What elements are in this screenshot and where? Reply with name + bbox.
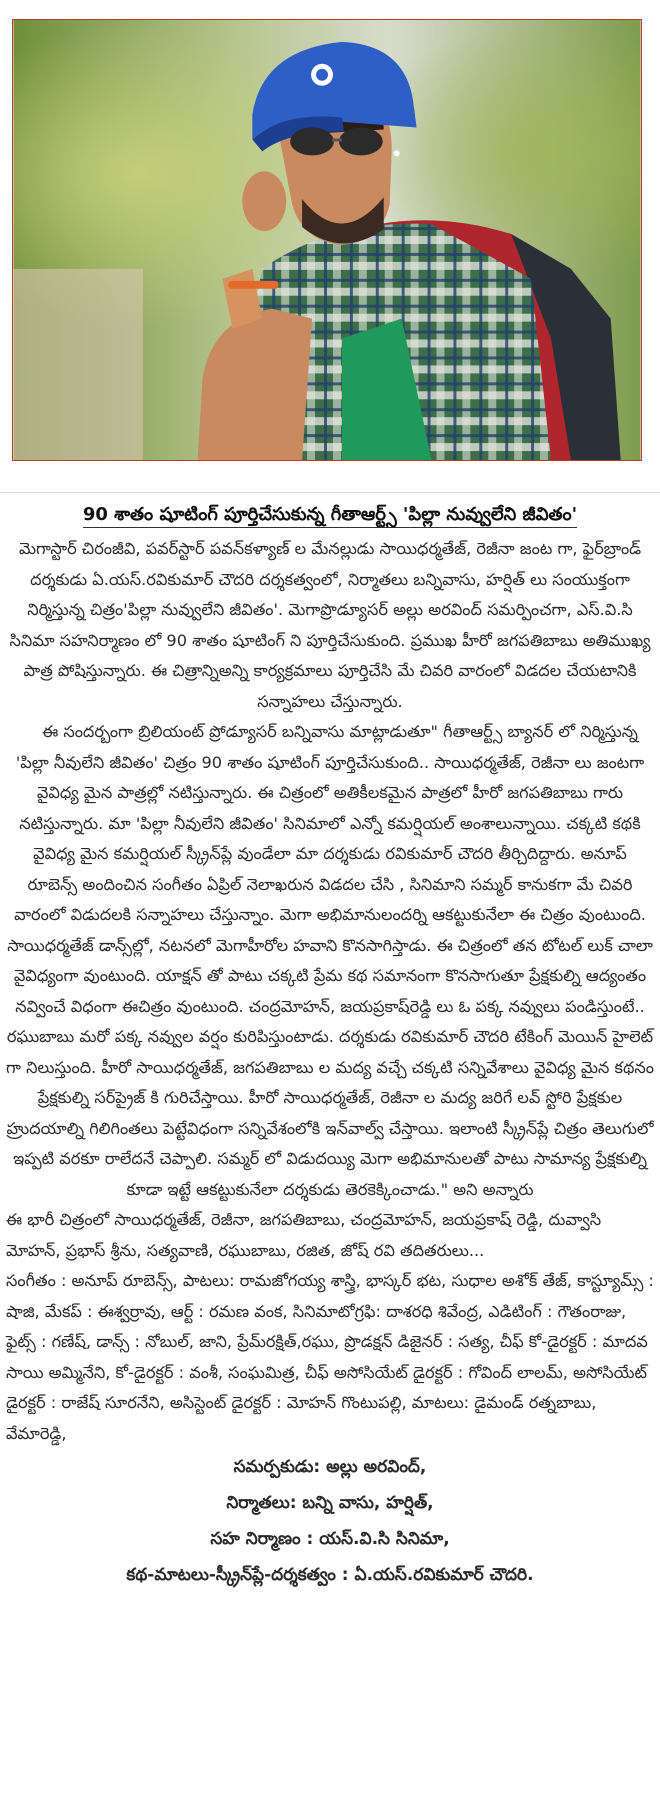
technical-credits: సంగీతం : అనూప్ రూబెన్స్, పాటలు: రామజోగయ్య శాస్త్రి, భాస్కర్ భట, సుధాల అశోక్ తేజ్, కాస్ట్యూమ్స్ : షాజి, మేకప్ : ఈశ్వర్రావు, ఆర్ట్ : రమణ వంక, సినిమాటోగ్రఫి: దాశరధి శివేంద్ర, ఎడిటింగ్ : గౌతంరాజు, ఫైట్స్ : గణేష్, డాన్స్ : నోబుల్, జాని, ప్రేమ్‌రక్షిత్,రఘు, ప్రొడక్షన్ డిజైనర్ : సత్య, చీఫ్ కో-డైరక్టర్ : మాదవ సాయి అమ్మినేని, కో-డైరక్టర్ : వంశీ, సంఘమిత్ర, చీఫ్ అసోసియేట్ డైరక్టర్ : గోవింద్ లాలమ్, అసోసియేట్ డైరక్టర్ : రాజేష్ సూరనేని, అసిస్టెంట్ డైరక్టర్ : మోహన్ గొంటుపల్లి, మాటలు: డైమండ్ రత్నబాబు, వేమారెడ్డి, (6, 1271, 654, 1443)
paragraph-producer-quote: ఈ సందర్బంగా బ్రిలియంట్ ప్రోడ్యూసర్ బన్నివాసు మాట్లాడుతూ" గీతాఆర్ట్స్ బ్యానర్ లో నిర్మిస్తున్న 'పిల్లా నీవులేని జీవితం' చిత్రం 90 శాతం షూటింగ్ పూర్తిచేసుకుంది.. సాయిధర్మతేజ్, రెజీనా లు జంటగా వైవిధ్య మైన పాత్రల్లో నటిస్తున్నారు. ఈ చిత్రంలో అతికీలకమైన పాత్రలో హీరో జగపతిబాబు గారు నటిస్తున్నారు. మా 'పిల్లా నీవులేని జీవితం' సినిమాలో ఎన్నో కమర్షియల్ అంశాలున్నాయి. చక్కటి కథకి వైవిధ్య మైన కమర్షియల్ స్క్రీన్‌ప్లే వుండేలా మా దర్శకుడు రవికుమార్ చౌదరి తీర్చిదిద్దారు. అనూప్ రూబెన్స్ అందించిన సంగీతం ఏప్రిల్ నెలాఖరున విడదల చేసి , సినిమాని సమ్మర్ కానుకగా మే చివరి వారంలో విడుదలకి సన్నాహలు చేస్తున్నాం. మెగా అభిమానులందర్ని ఆకట్టుకునేలా ఈ చిత్రం వుంటుంది. సాయిధర్మతేజ్ డాన్స్‌ల్లో, నటనలో మెగాహీరోల హవాని కొనసాగిస్తాడు. ఈ చిత్రంలో తన టోటల్ లుక్ చాలా వైవిధ్యంగా వుంటుంది. యాక్షన్ తో పాటు చక్కటి ప్రేమ కథ సమానంగా కొనసాగుతూ ప్రేక్షకుల్ని ఆద్యంతం నవ్వించే విధంగా ఈచిత్రం వుంటుంది. చంద్రమోహన్, జయప్రకాష్‌రెడ్డి లు ఓ పక్క నవ్వులు పండిస్తుంటే.. రఘుబాబు మరో పక్క నవ్వుల వర్షం కురిపిస్తుంటాడు. దర్శకుడు రవికుమార్ చౌదరి టేకింగ్ మెయిన్ హైలెట్ గా నిలుస్తుంది. హీరో సాయిధర్మతేజ్, జగపతిబాబు ల మద్య వచ్చే చక్కటి సన్నివేశాలు వైవిధ్య మైన కథనం ప్రేక్షకుల్ని సర్‌ప్రైజ్ కి గురిచేస్తాయి. హీరో సాయిధర్మతేజ్, రెజీనా ల మద్య జరిగే లవ్ స్టోరి ప్రేక్షకుల హ్రుదయాల్ని గిలిగింతలు పెట్టేవిధంగా సన్నివేశంలోకి ఇన్‌వాల్వ్ చేస్తాయి. ఇలాంటి స్క్రీన్‌ప్లే చిత్రం తెలుగులో ఇప్పటి వరకూ రాలేదనే చెప్పాలి. సమ్మర్ లో విడుదయ్యి మెగా అభిమానులతో పాటు సామాన్య ప్రేక్షకుల్ని కూడా ఇట్టే ఆకట్టుకునేలా దర్శకుడు తెరకెక్కించాడు." అని అన్నారు (6, 722, 654, 1199)
producers-credit: నిర్మాతలు: బన్ని వాసు, హర్షిత్, (226, 1493, 434, 1513)
cast-list: ఈ భారీ చిత్రంలో సాయిధర్మతేజ్, రెజీనా, జగపతిబాబు, చంద్రమోహన్, జయప్రకాష్ రెడ్డి, దువ్వాసి మోహన్, ప్రభాస్ శ్రీను, సత్యవాణి, రఘుబాబు, రజిత, జోష్ రవి తదితరులు... (6, 1210, 602, 1260)
presenter-credit: సమర్పకుడు: అల్లు అరవింద్, (233, 1457, 427, 1477)
co-production-credit: సహ నిర్మాణం : యస్.వి.సి సినిమా, (210, 1529, 450, 1549)
paragraph-intro: మెగాస్టార్ చిరంజీవి, పవర్‌స్టార్ పవన్‌కళ్యాణ్ ల మేనల్లుడు సాయిధర్మతేజ్, రెజీనా జంట గా, ఫైర్‌బ్రాండ్ దర్శకుడు ఏ.యస్.రవికుమార్ చౌదరి దర్శకత్వంలో, నిర్మాతలు బన్నివాసు, హర్షిత్ లు సంయుక్తంగా నిర్మిస్తున్న చిత్రం'పిల్లా నువ్వులేని జీవితం'. మెగాప్రొడ్యూసర్ అల్లు అరవింద్ సమర్పించగా, ఎస్.వి.సి సినిమా సహనిర్మాణం లో 90 శాతం షూటింగ్ ని పూర్తిచేసుకుంది. ప్రముఖ హీరో జగపతిబాబు అతిముఖ్య పాత్ర పోషిస్తున్నారు. ఈ చిత్రాన్నిఅన్ని కార్యక్రమాలు పూర్తిచేసి మే చివరి వారంలో విడదల చేయటానికి సన్నాహలు చేస్తున్నారు. (9, 539, 651, 711)
article-photo (12, 19, 642, 461)
director-credit: కథ-మాటలు-స్క్రీన్‌ప్లే-దర్శకత్వం : ఏ.యస్.రవికుమార్ చౌదరి. (126, 1565, 534, 1585)
article-body (6, 534, 654, 1593)
article-headline (0, 500, 660, 530)
headline-text: 90 శాతం షూటింగ్ పూర్తిచేసుకున్న గీతాఆర్ట్స్ 'పిల్లా నువ్వులేని జీవితం' (83, 504, 577, 528)
actor-photo-illustration (13, 20, 641, 460)
page-divider (0, 492, 660, 493)
